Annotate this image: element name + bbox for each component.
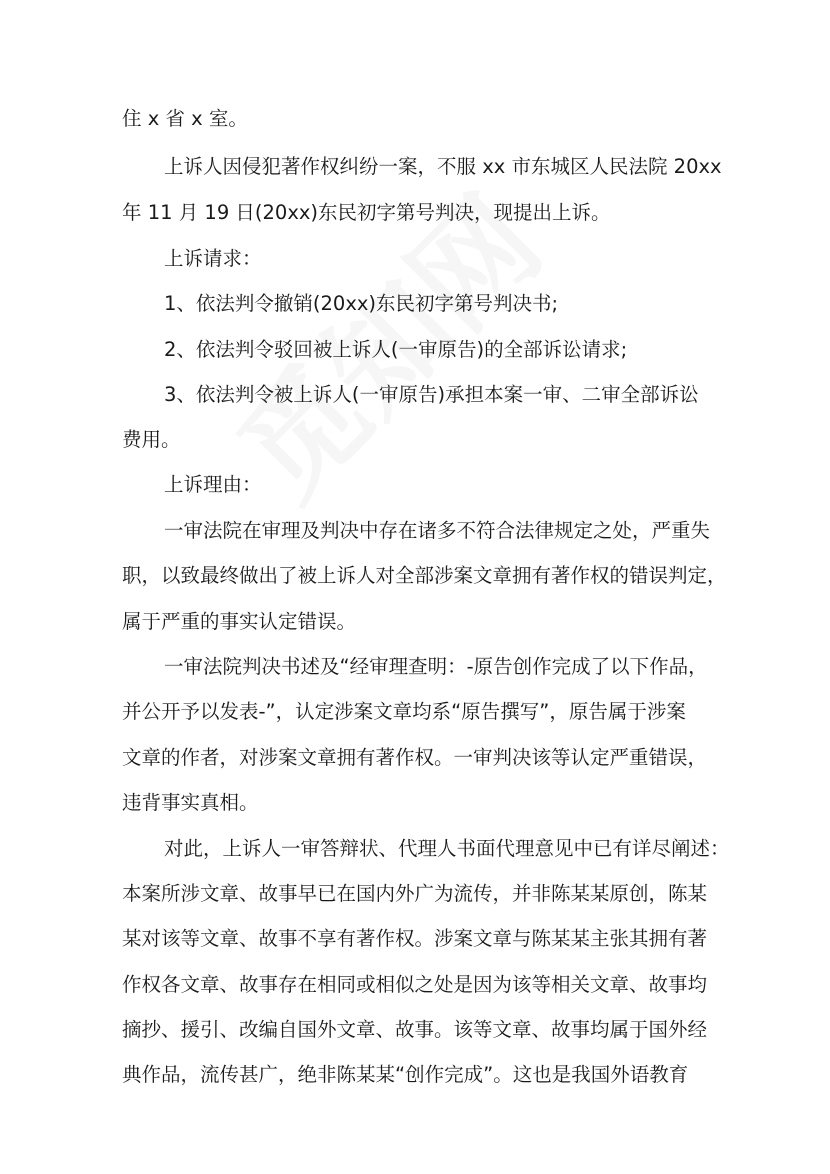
text-line: 文章的作者，对涉案文章拥有著作权。一审判决该等认定严重错误， <box>122 746 708 769</box>
text-line: 一审法院在审理及判决中存在诸多不符合法律规定之处，严重失 <box>164 519 711 542</box>
text-line: 一审法院判决书述及“经审理查明：-原告创作完成了以下作品， <box>164 655 708 678</box>
text-line: 典作品，流传甚广，绝非陈某某“创作完成”。这也是我国外语教育 <box>122 1063 689 1086</box>
text-line: 住 x 省 x 室。 <box>122 107 248 130</box>
text-line: 本案所涉文章、故事早已在国内外广为流传，并非陈某某原创，陈某 <box>122 882 708 905</box>
list-item: 1、依法判令撤销(20xx)东民初字第号判决书; <box>164 292 559 315</box>
list-item: 3、依法判令被上诉人(一审原告)承担本案一审、二审全部诉讼 <box>164 383 699 406</box>
text-line: 上诉人因侵犯著作权纠纷一案，不服 xx 市东城区人民法院 20xx <box>164 155 722 178</box>
section-heading-appeal-requests: 上诉请求： <box>164 247 262 270</box>
text-line: 费用。 <box>122 428 181 451</box>
text-line: 属于严重的事实认定错误。 <box>122 610 357 633</box>
text-line: 并公开予以发表-”，认定涉案文章均系“原告撰写”，原告属于涉案 <box>122 700 686 723</box>
section-heading-appeal-reasons: 上诉理由： <box>164 473 262 496</box>
text-line: 某对该等文章、故事不享有著作权。涉案文章与陈某某主张其拥有著 <box>122 927 708 950</box>
text-line: 年 11 月 19 日(20xx)东民初字第号判决，现提出上诉。 <box>122 201 611 224</box>
text-line: 违背事实真相。 <box>122 791 259 814</box>
list-item: 2、依法判令驳回被上诉人(一审原告)的全部诉讼请求; <box>164 338 628 361</box>
text-line: 作权各文章、故事存在相同或相似之处是因为该等相关文章、故事均 <box>122 973 708 996</box>
text-line: 摘抄、援引、改编自国外文章、故事。该等文章、故事均属于国外经 <box>122 1018 708 1041</box>
text-line: 对此，上诉人一审答辩状、代理人书面代理意见中已有详尽阐述： <box>164 837 730 860</box>
text-line: 职，以致最终做出了被上诉人对全部涉案文章拥有著作权的错误判定， <box>122 564 727 587</box>
